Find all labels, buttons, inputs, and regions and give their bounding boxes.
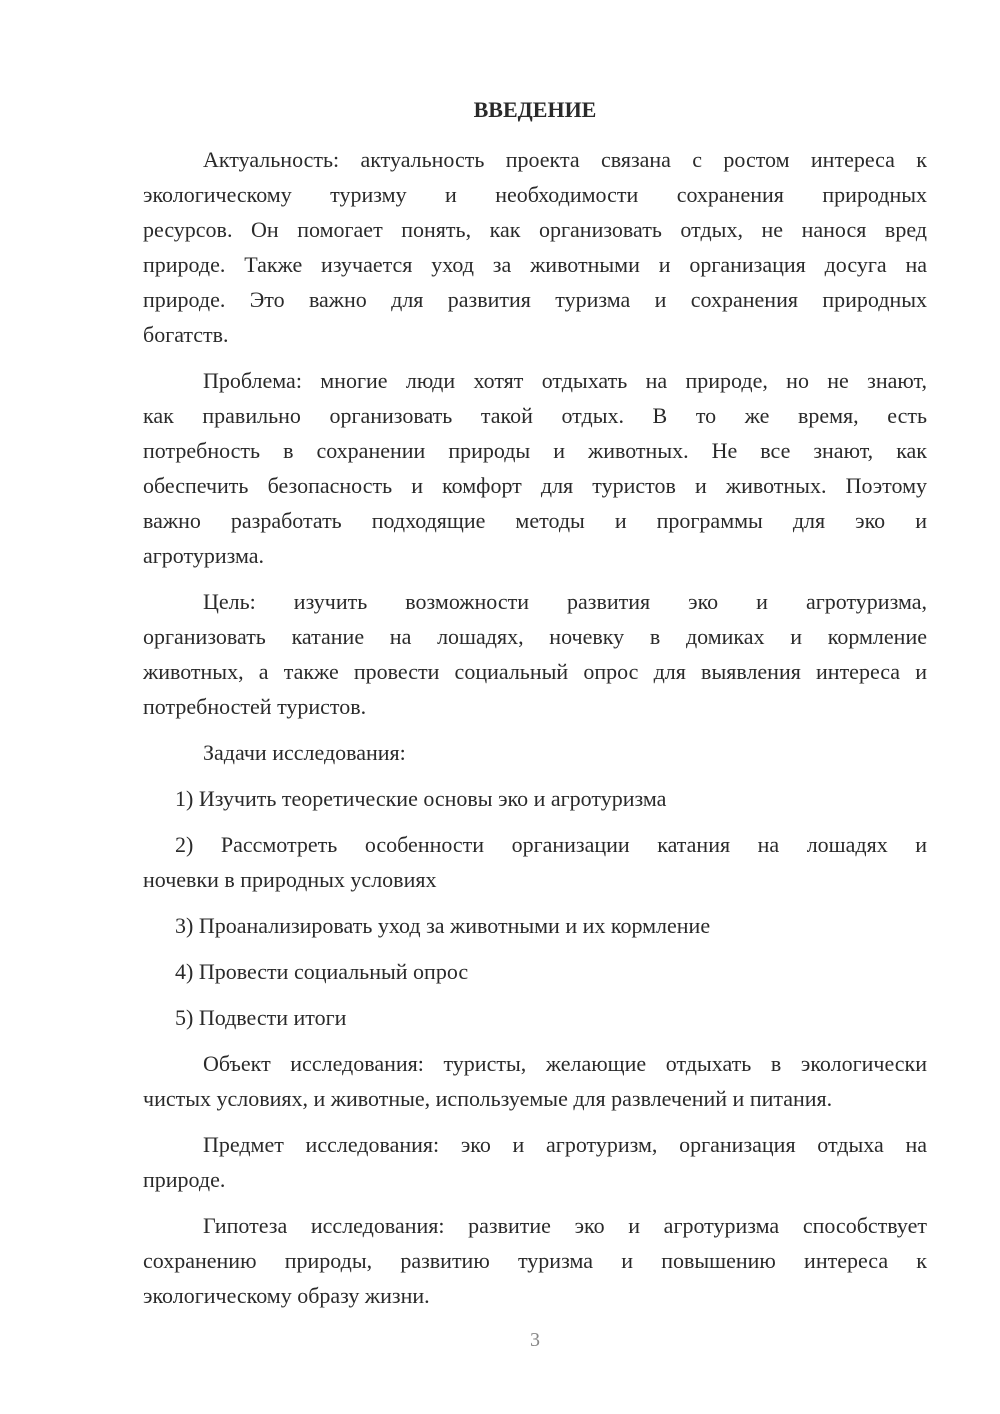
text-line: Актуальность: актуальность проекта связана с ростом интереса к <box>203 147 927 172</box>
document-body <box>143 142 927 1313</box>
text-line: Цель: изучить возможности развития эко и агротуризма, <box>203 589 927 614</box>
list-item <box>143 827 927 897</box>
text-line: природе. Это важно для развития туризма и сохранения природных <box>143 287 927 312</box>
text-line: Предмет исследования: эко и агротуризм, организация отдыха на <box>203 1132 927 1157</box>
list-item <box>143 954 927 989</box>
paragraph <box>143 735 927 770</box>
text-line: природе. Также изучается уход за животными и организация досуга на <box>143 252 927 277</box>
text-line: организовать катание на лошадях, ночевку в домиках и кормление <box>143 624 927 649</box>
list-item <box>143 1000 927 1035</box>
text-line: сохранению природы, развитию туризма и повышению интереса к <box>143 1248 927 1273</box>
text-line: 3) Проанализировать уход за животными и их кормление <box>175 913 711 938</box>
page-number: 3 <box>530 1329 540 1351</box>
text-line: как правильно организовать такой отдых. В то же время, есть <box>143 403 927 428</box>
text-line: важно разработать подходящие методы и программы для эко и <box>143 508 927 533</box>
text-line: Проблема: многие люди хотят отдыхать на природе, но не знают, <box>203 368 927 393</box>
text-line: 1) Изучить теоретические основы эко и агротуризма <box>175 786 667 811</box>
paragraph <box>143 363 927 573</box>
text-line: 2) Рассмотреть особенности организации катания на лошадях и <box>175 832 927 857</box>
paragraph <box>143 584 927 724</box>
text-line: потребность в сохранении природы и животных. Не все знают, как <box>143 438 927 463</box>
text-line: чистых условиях, и животные, используемые для развлечений и питания. <box>143 1086 833 1111</box>
text-line: 4) Провести социальный опрос <box>175 959 469 984</box>
text-line: животных, а также провести социальный опрос для выявления интереса и <box>143 659 927 684</box>
text-line: экологическому туризму и необходимости сохранения природных <box>143 182 927 207</box>
paragraph <box>143 1208 927 1313</box>
paragraph <box>143 1046 927 1116</box>
text-line: Гипотеза исследования: развитие эко и агротуризма способствует <box>203 1213 927 1238</box>
text-line: агротуризма. <box>143 543 265 568</box>
text-line: 5) Подвести итоги <box>175 1005 347 1030</box>
paragraph <box>143 142 927 352</box>
text-line: ночевки в природных условиях <box>143 867 437 892</box>
list-item <box>143 781 927 816</box>
text-line: обеспечить безопасность и комфорт для туристов и животных. Поэтому <box>143 473 927 498</box>
text-line: Задачи исследования: <box>203 740 406 765</box>
text-line: потребностей туристов. <box>143 694 367 719</box>
text-line: ресурсов. Он помогает понять, как организовать отдых, не нанося вред <box>143 217 927 242</box>
paragraph <box>143 1127 927 1197</box>
section-title: ВВЕДЕНИЕ <box>473 97 597 122</box>
text-line: экологическому образу жизни. <box>143 1283 430 1308</box>
text-line: Объект исследования: туристы, желающие отдыхать в экологически <box>203 1051 927 1076</box>
text-line: природе. <box>143 1167 226 1192</box>
document-page <box>143 92 927 1324</box>
text-line: богатств. <box>143 322 229 347</box>
list-item <box>143 908 927 943</box>
